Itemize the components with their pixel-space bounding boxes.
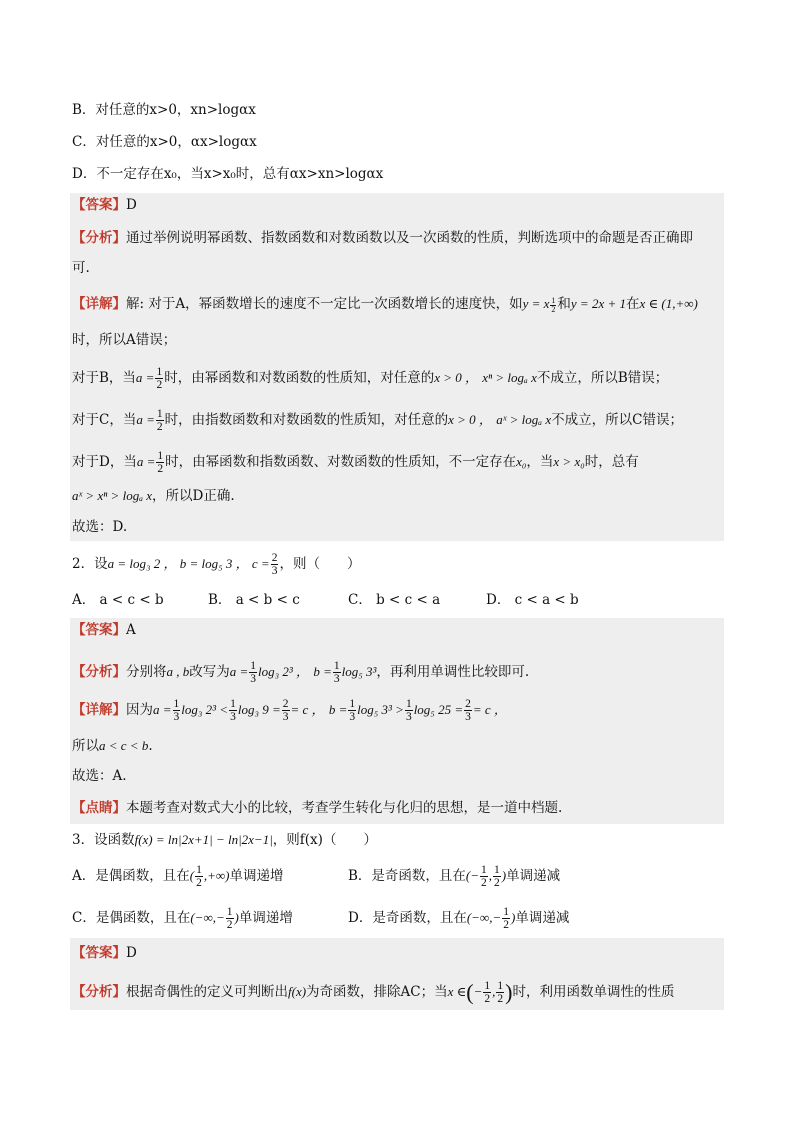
q1-detail-for-d-cont: aˣ > xⁿ > logₐ x，所以D正确.	[72, 488, 235, 504]
q2-analysis: 【分析】分别将a , b改写为a = $\frac{1}{3}$ log₃ 2³ ， b = $\frac{1}{3}$ log₅ 3³，再利用单调性比较即可.	[72, 660, 530, 685]
q1-detail-for-b: 对于B，当a = $\frac{1}{2}$ 时，由幂函数和对数函数的性质知，对任意的x > 0 ， xⁿ > logₐ x不成立，所以B错误；	[72, 366, 669, 391]
q1-answer: 【答案】D	[72, 197, 137, 213]
q3-answer: 【答案】D	[72, 945, 137, 961]
q1-detail-for-d: 对于D，当a = $\frac{1}{2}$ 时，由幂函数和指数函数、对数函数的性质知，不一定存在x₀，当x > x₀时，总有	[72, 450, 639, 475]
q3-option-d: D．是奇函数，且在(−∞,− $\frac{1}{2}$ )单调递减	[348, 906, 570, 931]
q1-analysis-cont: 可.	[72, 260, 90, 276]
q2-stem: 2．设a = log₃ 2 ， b = log₅ 3 ， c = $\frac{2}{3}$ ，则（ ）	[72, 552, 361, 577]
q3-stem: 3．设函数f(x) = ln|2x+1| − ln|2x−1|，则f(x)（ ）	[72, 832, 377, 848]
q2-conclusion: 所以a < c < b.	[72, 738, 153, 754]
q1-option-b: B．对任意的x>0，xn>logαx	[72, 102, 256, 118]
q3-analysis: 【分析】根据奇偶性的定义可判断出f(x)为奇函数，排除AC；当x ∈(− $\frac{1}{2}$ , $\frac{1}{2}$ )时，利用函数单调性的性质	[72, 979, 675, 1005]
q2-choose: 故选：A.	[72, 768, 127, 784]
q1-detail-for-c: 对于C，当a = $\frac{1}{2}$ 时，由指数函数和对数函数的性质知，对任意的x > 0 ， aˣ > logₐ x不成立，所以C错误；	[72, 408, 683, 433]
q2-option-a: A． a < c < b	[72, 592, 164, 608]
q1-detail: 【详解】解: 对于A，幂函数增长的速度不一定比一次函数增长的速度快，如y = x $\frac{1}{2}$ 和y = 2x + 1在x ∈ (1,+∞)	[72, 295, 698, 314]
q2-detail: 【详解】因为a = $\frac{1}{3}$ log₃ 2³ < $\frac{1}{3}$ log₃ 9 = $\frac{2}{3}$ = c ， b = $\frac{1}{3}$ log₅ 3³ > $\frac{1}{3}$ log₅ 25 = $\frac{2}{3}$ = c ，	[72, 698, 507, 723]
q1-analysis: 【分析】通过举例说明幂函数、指数函数和对数函数以及一次函数的性质，判断选项中的命题是否正确即	[72, 230, 693, 246]
q1-option-d: D．不一定存在x₀，当x>x₀时，总有αx>xn>logαx	[72, 166, 384, 182]
q1-option-c: C．对任意的x>0，αx>logαx	[72, 134, 257, 150]
q2-option-b: B． a < b < c	[208, 592, 300, 608]
q2-option-d: D． c < a < b	[486, 592, 579, 608]
q3-option-a: A．是偶函数，且在( $\frac{1}{2}$ ,+∞)单调递增	[72, 864, 284, 889]
q2-comment: 【点睛】本题考查对数式大小的比较，考查学生转化与化归的思想，是一道中档题.	[72, 800, 563, 816]
q1-detail-cont: 时，所以A错误；	[72, 332, 177, 348]
q2-answer: 【答案】A	[72, 622, 136, 638]
q1-choose: 故选：D.	[72, 519, 128, 535]
q3-option-c: C．是偶函数，且在(−∞,− $\frac{1}{2}$ )单调递增	[72, 906, 293, 931]
q3-option-b: B．是奇函数，且在(− $\frac{1}{2}$ , $\frac{1}{2}$ )单调递减	[348, 864, 561, 889]
q2-option-c: C． b < c < a	[348, 592, 441, 608]
